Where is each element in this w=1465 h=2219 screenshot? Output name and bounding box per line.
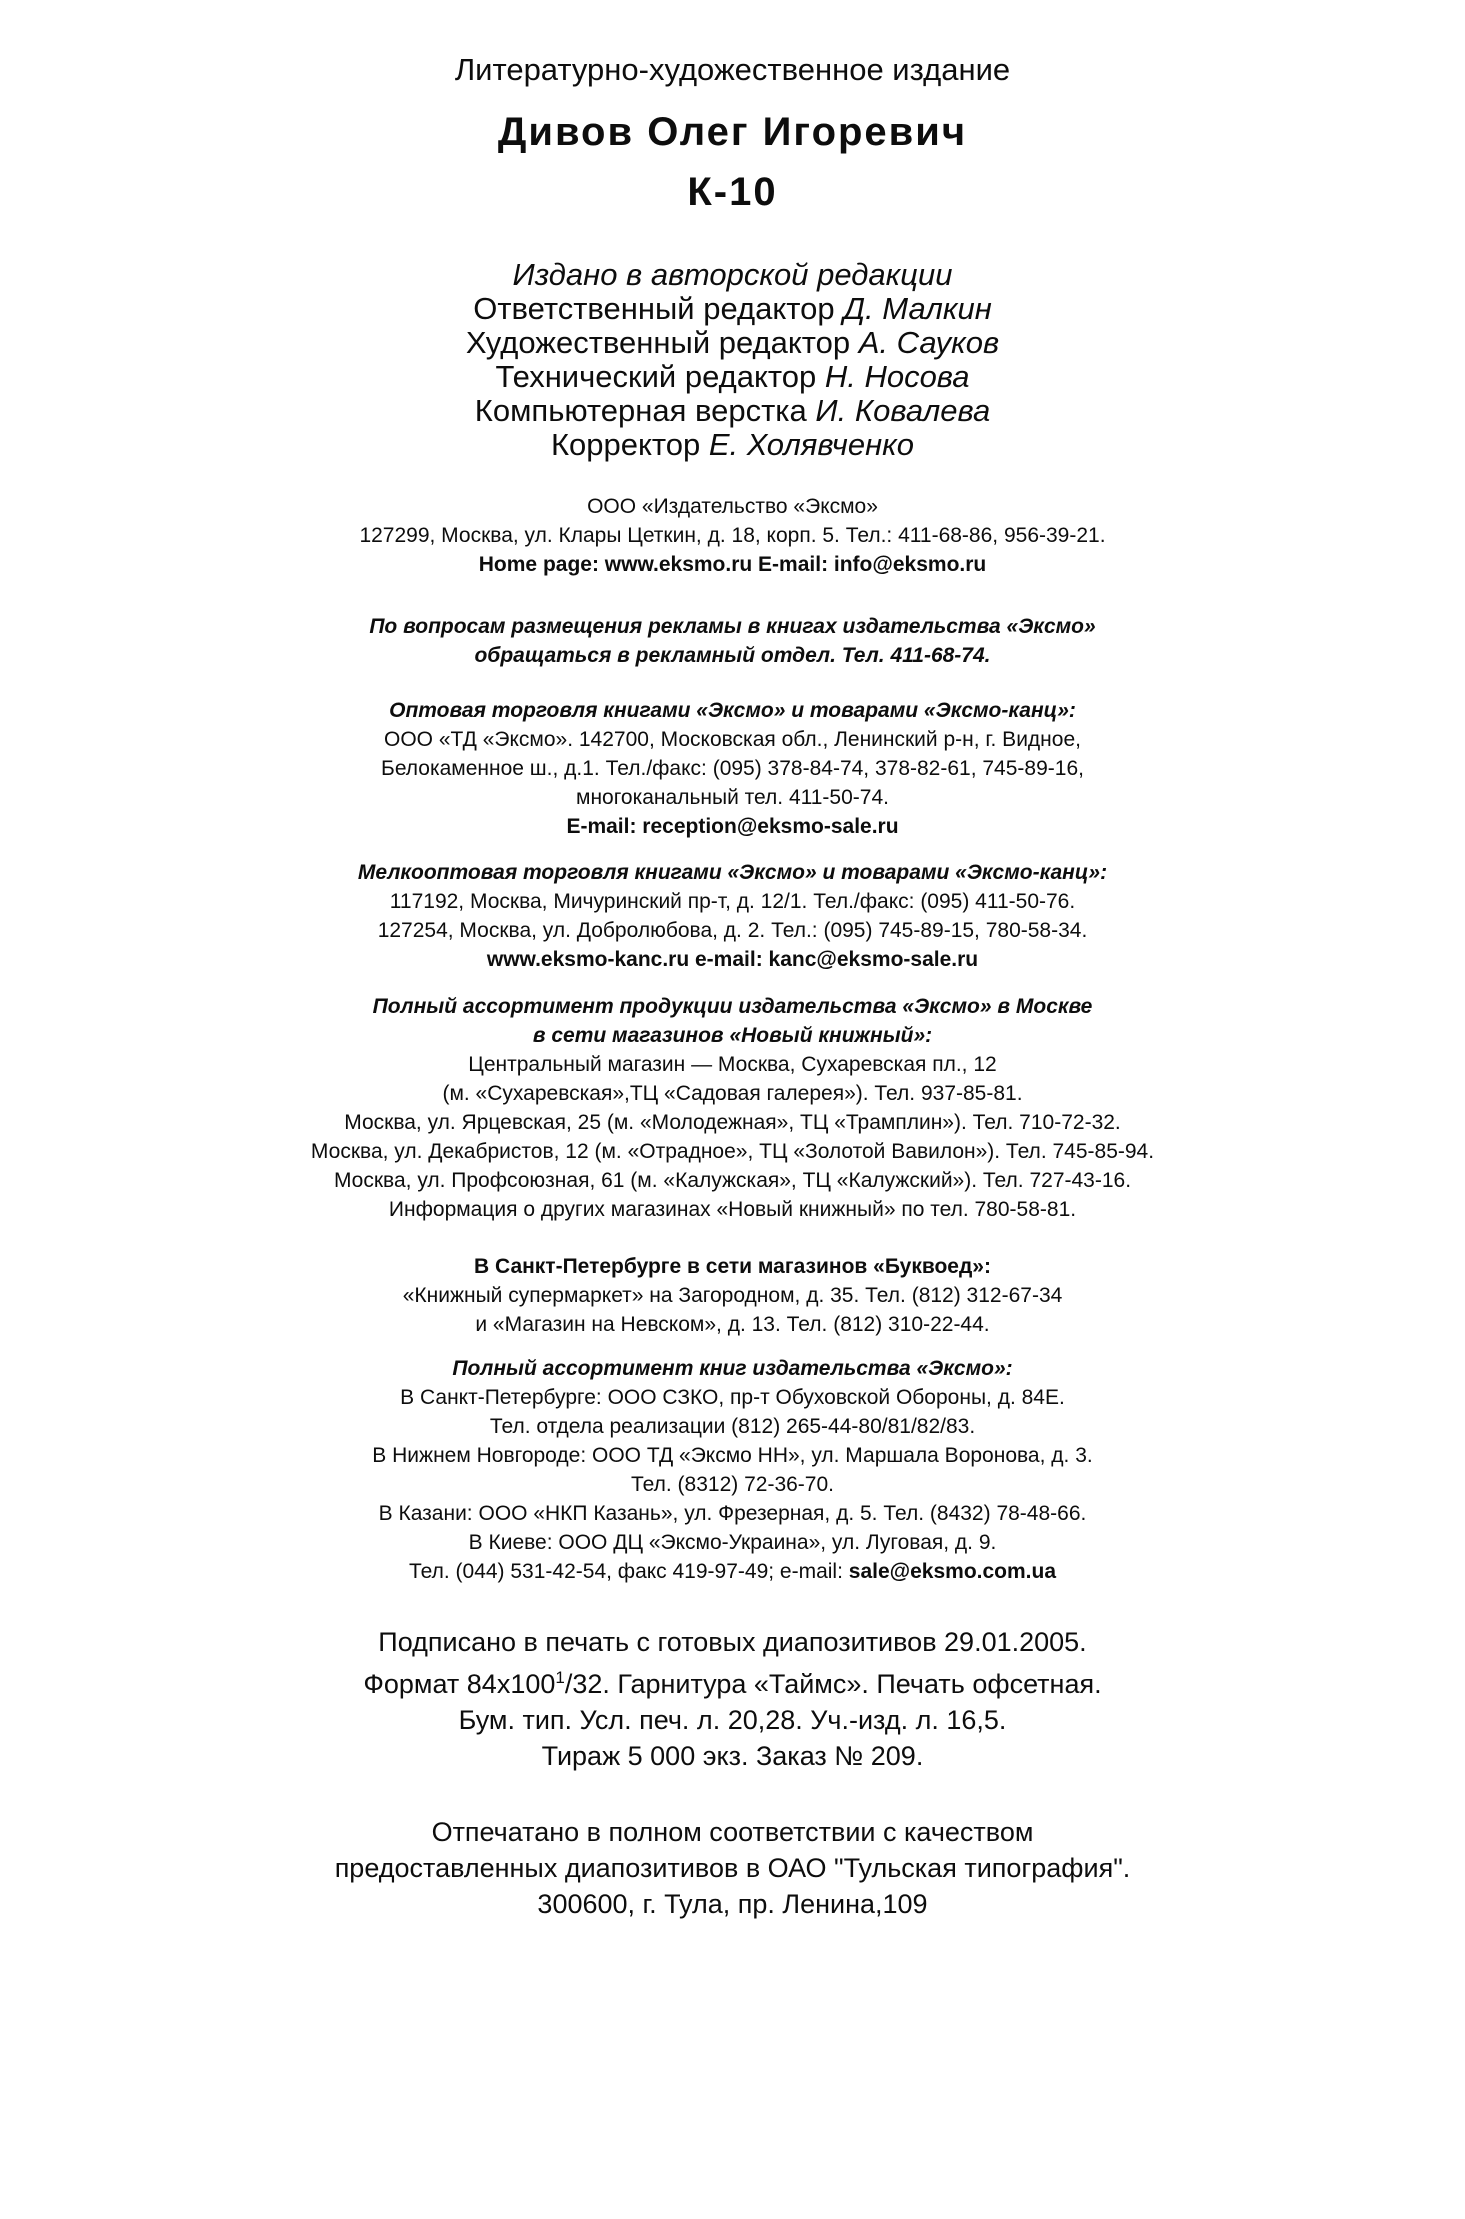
spb-stores-heading: В Санкт-Петербурге в сети магазинов «Буквоед»: [474, 1255, 991, 1278]
moscow-store-line: Информация о других магазинах «Новый книжный» по тел. 780-58-81. [388, 1198, 1077, 1221]
credit-role: Компьютерная верстка [474, 393, 807, 428]
credit-name: И. Ковалева [815, 393, 991, 428]
print-sheets: Бум. тип. Усл. печ. л. 20,28. Уч.-изд. л. 16,5. [458, 1705, 1007, 1735]
credits-block [0, 258, 1465, 462]
credit-name: Д. Малкин [843, 291, 992, 326]
format-prefix: Формат 84x100 [363, 1669, 556, 1699]
moscow-store-line: Центральный магазин — Москва, Сухаревская пл., 12 [468, 1053, 997, 1076]
genre-line: Литературно-художественное издание [454, 52, 1011, 87]
regional-block [0, 1354, 1465, 1586]
small-wholesale-line: 117192, Москва, Мичуринский пр-т, д. 12/1. Тел./факс: (095) 411-50-76. [389, 890, 1076, 913]
regional-line [0, 1557, 1465, 1586]
edition-note: Издано в авторской редакции [512, 257, 953, 292]
small-wholesale-heading: Мелкооптовая торговля книгами «Эксмо» и товарами «Эксмо-канц»: [357, 861, 1108, 884]
wholesale-heading: Оптовая торговля книгами «Эксмо» и товарами «Эксмо-канц»: [389, 699, 1076, 722]
book-title: К-10 [687, 170, 778, 214]
credit-line [0, 394, 1465, 428]
author-name: Дивов Олег Игоревич [497, 110, 968, 154]
regional-line: В Казани: ООО «НКП Казань», ул. Фрезерная, д. 5. Тел. (8432) 78-48-66. [378, 1502, 1087, 1525]
credit-name: Н. Носова [824, 359, 970, 394]
spb-stores-block [0, 1252, 1465, 1339]
moscow-store-line: Москва, ул. Профсоюзная, 61 (м. «Калужская», ТЦ «Калужский»). Тел. 727-43-16. [333, 1169, 1132, 1192]
credit-role: Технический редактор [495, 359, 817, 394]
moscow-store-line: Москва, ул. Ярцевская, 25 (м. «Молодежная», ТЦ «Трамплин»). Тел. 710-72-32. [344, 1111, 1121, 1134]
print-info-block [0, 1624, 1465, 1774]
print-run: Тираж 5 000 экз. Заказ № 209. [541, 1741, 924, 1771]
print-format [0, 1660, 1465, 1702]
credit-role: Ответственный редактор [473, 291, 835, 326]
printer-line: 300600, г. Тула, пр. Ленина,109 [537, 1889, 928, 1919]
printer-line: Отпечатано в полном соответствии с качеством [431, 1817, 1034, 1847]
credit-role: Корректор [550, 427, 701, 462]
format-suffix: /32. Гарнитура «Таймс». Печать офсетная. [564, 1669, 1102, 1699]
small-wholesale-block [0, 858, 1465, 974]
print-signed: Подписано в печать с готовых диапозитивов 29.01.2005. [378, 1627, 1087, 1657]
publisher-name: ООО «Издательство «Эксмо» [587, 495, 878, 518]
credit-line [0, 360, 1465, 394]
wholesale-line: Белокаменное ш., д.1. Тел./факс: (095) 378-84-74, 378-82-61, 745-89-16, [381, 757, 1084, 780]
moscow-store-line: (м. «Сухаревская»,ТЦ «Садовая галерея»). Тел. 937-85-81. [442, 1082, 1023, 1105]
credit-line [0, 326, 1465, 360]
credit-line [0, 292, 1465, 326]
regional-line: В Санкт-Петербурге: ООО СЗКО, пр-т Обуховской Обороны, д. 84Е. [400, 1386, 1065, 1409]
small-wholesale-line: 127254, Москва, ул. Добролюбова, д. 2. Тел.: (095) 745-89-15, 780-58-34. [377, 919, 1088, 942]
small-wholesale-web: www.eksmo-kanc.ru e-mail: kanc@eksmo-sale.ru [486, 948, 979, 971]
publisher-block [0, 492, 1465, 579]
advertising-line: обращаться в рекламный отдел. Тел. 411-68-74. [474, 644, 991, 667]
regional-line: Тел. отдела реализации (812) 265-44-80/81/82/83. [489, 1415, 976, 1438]
regional-email: sale@eksmo.com.ua [848, 1560, 1057, 1583]
regional-line: В Киеве: ООО ДЦ «Эксмо-Украина», ул. Луговая, д. 9. [468, 1531, 997, 1554]
wholesale-line: многоканальный тел. 411-50-74. [576, 786, 889, 809]
spb-store-line: «Книжный супермаркет» на Загородном, д. 35. Тел. (812) 312-67-34 [402, 1284, 1063, 1307]
moscow-stores-heading: в сети магазинов «Новый книжный»: [532, 1024, 933, 1047]
publisher-address: 127299, Москва, ул. Клары Цеткин, д. 18, корп. 5. Тел.: 411-68-86, 956-39-21. [359, 524, 1106, 547]
credit-role: Художественный редактор [465, 325, 851, 360]
regional-heading: Полный ассортимент книг издательства «Эксмо»: [452, 1357, 1013, 1380]
advertising-block [0, 612, 1465, 670]
wholesale-block [0, 696, 1465, 841]
wholesale-line: ООО «ТД «Эксмо». 142700, Московская обл., Ленинский р-н, г. Видное, [384, 728, 1081, 751]
regional-line: В Нижнем Новгороде: ООО ТД «Эксмо НН», ул. Маршала Воронова, д. 3. [372, 1444, 1093, 1467]
regional-contact: Тел. (044) 531-42-54, факс 419-97-49; e-mail: [408, 1560, 849, 1583]
credit-name: А. Сауков [858, 325, 1000, 360]
moscow-store-line: Москва, ул. Декабристов, 12 (м. «Отрадное», ТЦ «Золотой Вавилон»). Тел. 745-85-94. [310, 1140, 1155, 1163]
regional-line: Тел. (8312) 72-36-70. [631, 1473, 834, 1496]
moscow-stores-block [0, 992, 1465, 1224]
advertising-line: По вопросам размещения рекламы в книгах издательства «Эксмо» [369, 615, 1096, 638]
wholesale-email: E-mail: reception@eksmo-sale.ru [566, 815, 899, 838]
printer-block [0, 1814, 1465, 1922]
credit-line [0, 428, 1465, 462]
format-sup: 1 [555, 1668, 565, 1687]
spb-store-line: и «Магазин на Невском», д. 13. Тел. (812) 310-22-44. [475, 1313, 990, 1336]
credit-name: Е. Холявченко [708, 427, 915, 462]
publisher-web: Home page: www.eksmo.ru E-mail: info@eksmo.ru [478, 553, 987, 576]
printer-line: предоставленных диапозитивов в ОАО "Тульская типография". [334, 1853, 1131, 1883]
moscow-stores-heading: Полный ассортимент продукции издательства «Эксмо» в Москве [372, 995, 1093, 1018]
